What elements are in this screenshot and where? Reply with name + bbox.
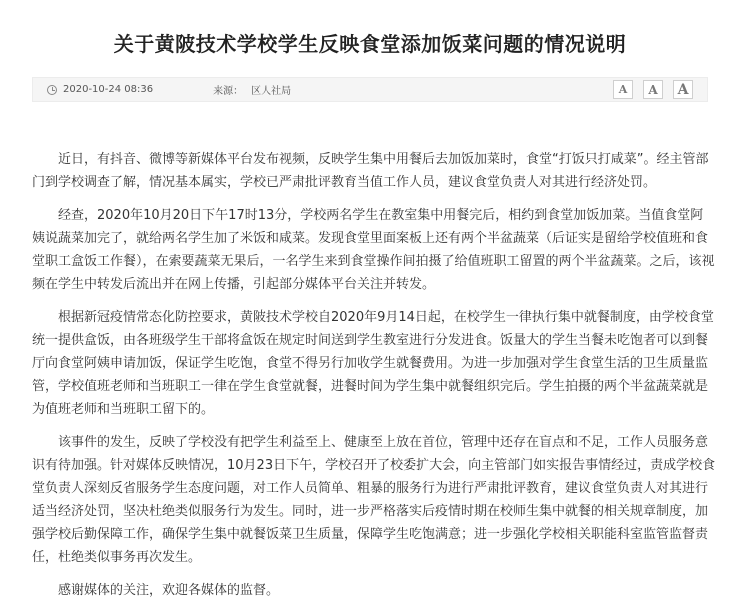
article-paragraph: 近日，有抖音、微博等新媒体平台发布视频，反映学生集中用餐后去加饭加菜时，食堂“打饭只打咸菜”。经主管部门到学校调查了解，情况基本属实，学校已严肃批评教育当值工作人员，建议食堂负责人对其进行经济处罚。 xyxy=(32,152,709,190)
font-size-medium-button[interactable]: A xyxy=(643,80,663,99)
source-value: 区人社局 xyxy=(251,86,292,97)
source-label: 来源： xyxy=(213,86,244,97)
publish-date: 2020-10-24 08:36 xyxy=(63,84,154,95)
font-size-small-button[interactable]: A xyxy=(613,80,633,99)
font-size-controls xyxy=(613,80,693,99)
article-paragraph: 经查，2020年10月20日下午17时13分，学校两名学生在教室集中用餐完后，相约到食堂加饭加菜。当值食堂阿姨说蔬菜加完了，就给两名学生加了米饭和咸菜。发现食堂里面案板上还有两个半盆蔬菜（后证实是留给学校值班和食堂职工盒饭工作餐），在索要蔬菜无果后，一名学生来到食堂操作间拍摄了给值班职工留置的两个半盆蔬菜。之后，该视频在学生中转发后流出并在网上传播，引起部分媒体平台关注并转发。 xyxy=(32,208,715,292)
article-paragraph: 该事件的发生，反映了学校没有把学生利益至上、健康至上放在首位，管理中还存在盲点和不足，工作人员服务意识有待加强。针对媒体反映情况，10月23日下午，学校召开了校委扩大会，向主管部门如实报告事情经过，责成学校食堂负责人深刻反省服务学生态度问题，对工作人员简单、粗暴的服务行为进行严肃批评教育，建议食堂负责人对其进行适当经济处罚，坚决杜绝类似服务行为发生。同时，进一步严格落实后疫情时期在校师生集中就餐的相关规章制度，加强学校后勤保障工作，确保学生集中就餐饭菜卫生质量，保障学生吃饱满意；进一步强化学校相关职能科室监管监督责任，杜绝类似事务再次发生。 xyxy=(32,435,716,565)
clock-icon xyxy=(47,85,57,95)
article-paragraph: 感谢媒体的关注，欢迎各媒体的监督。 xyxy=(58,583,280,598)
font-size-large-button[interactable]: A xyxy=(673,80,693,99)
article-paragraph: 根据新冠疫情常态化防控要求，黄陂技术学校自2020年9月14日起，在校学生一律执行集中就餐制度，由学校食堂统一提供盒饭，由各班级学生干部将盒饭在规定时间送到学生教室进行分发进食。饭量大的学生当餐未吃饱者可以到餐厅向食堂阿姨申请加饭，保证学生吃饱，食堂不得另行加收学生就餐费用。为进一步加强对学生食堂生活的卫生质量监管，学校值班老师和当班职工一律在学生食堂就餐，进餐时间为学生集中就餐组织完后。学生拍摄的两个半盆蔬菜就是为值班老师和当班职工留下的。 xyxy=(32,310,714,417)
article-meta-bar xyxy=(32,77,708,102)
article-body xyxy=(32,148,716,602)
article-title: 关于黄陂技术学校学生反映食堂添加饭菜问题的情况说明 xyxy=(113,32,627,56)
